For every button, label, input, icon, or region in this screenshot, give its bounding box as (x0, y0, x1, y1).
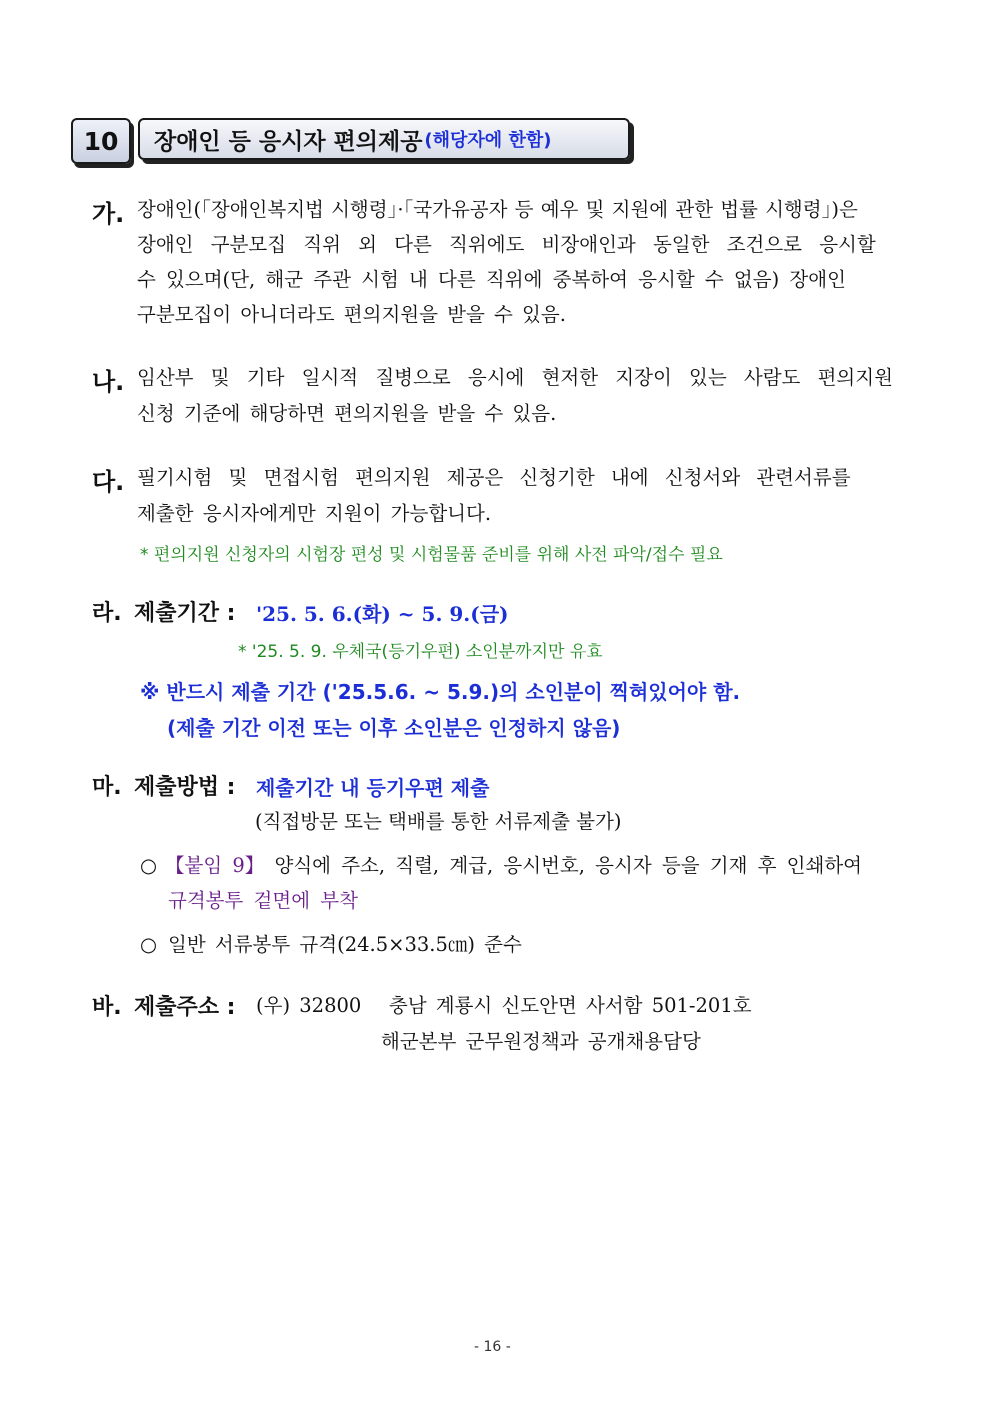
item-ma-bullet-text: 양식에 주소, 직렬, 계급, 응시번호, 응시자 등을 기재 후 인쇄하여 (264, 854, 862, 877)
item-ga-line: 장애인 구분모집 직위 외 다른 직위에도 비장애인과 동일한 조건으로 응시할 (137, 233, 876, 256)
item-ma-marker: 마. (92, 775, 122, 800)
section-title-box (138, 118, 630, 160)
item-ma-bullet-line2: 규격봉투 겉면에 부착 (168, 889, 358, 912)
item-ga-marker: 가. (92, 200, 125, 228)
item-ra-label: 제출기간 : (134, 601, 236, 626)
item-na-line: 임산부 및 기타 일시적 질병으로 응시에 현저한 지장이 있는 사람도 편의지원 (137, 366, 893, 389)
item-ba-marker: 바. (92, 995, 122, 1020)
item-ma-method-note: (직접방문 또는 택배를 통한 서류제출 불가) (255, 810, 622, 833)
submission-address: (우) 32800 충남 계룡시 신도안면 사서함 501-201호 (256, 994, 752, 1017)
item-ma-label: 제출방법 : (134, 775, 236, 800)
attachment-tag: 【붙임 9】 (165, 854, 265, 877)
item-ba-label: 제출주소 : (134, 995, 236, 1020)
submission-recipient: 해군본부 군무원정책과 공개채용담당 (381, 1030, 701, 1053)
bullet-symbol: ○ (140, 933, 158, 956)
bullet-symbol: ○ (140, 854, 158, 877)
item-ra-note: * '25. 5. 9. 우체국(등기우편) 소인분까지만 유효 (238, 642, 603, 662)
item-da-marker: 다. (92, 468, 125, 496)
item-ma-bullet (165, 849, 862, 883)
item-da-line: 필기시험 및 면접시험 편의지원 제공은 신청기한 내에 신청서와 관련서류를 (137, 466, 851, 489)
item-da-line: 제출한 응시자에게만 지원이 가능합니다. (137, 502, 492, 525)
item-ga-line: 구분모집이 아니더라도 편의지원을 받을 수 있음. (137, 303, 566, 326)
item-ga-line: 수 있으며(단, 해군 주관 시험 내 다른 직위에 중복하여 응시할 수 없음) 장애인 (137, 268, 846, 291)
section-title: 장애인 등 응시자 편의제공 (154, 128, 423, 155)
submission-method: 제출기간 내 등기우편 제출 (256, 776, 490, 800)
item-na-line: 신청 기준에 해당하면 편의지원을 받을 수 있음. (137, 402, 557, 425)
item-ra-marker: 라. (92, 601, 122, 626)
page-number: - 16 - (474, 1339, 511, 1355)
item-ra-warning: (제출 기간 이전 또는 이후 소인분은 인정하지 않음) (167, 716, 621, 740)
section-number-badge (71, 118, 131, 164)
section-title-note: (해당자에 한함) (424, 130, 552, 151)
item-ra-warning: ※ 반드시 제출 기간 ('25.5.6. ~ 5.9.)의 소인분이 찍혀있어야 함. (140, 680, 741, 704)
section-number: 10 (83, 126, 119, 156)
item-ma-bullet: 일반 서류봉투 규격(24.5×33.5㎝) 준수 (168, 933, 522, 956)
item-ga-line: 장애인(「장애인복지법 시행령」·「국가유공자 등 예우 및 지원에 관한 법률 시행령」)은 (137, 198, 858, 221)
submission-period: '25. 5. 6.(화) ~ 5. 9.(금) (256, 602, 509, 626)
item-na-marker: 나. (92, 368, 125, 396)
item-da-note: * 편의지원 신청자의 시험장 편성 및 시험물품 준비를 위해 사전 파악/접수 필요 (140, 545, 723, 565)
